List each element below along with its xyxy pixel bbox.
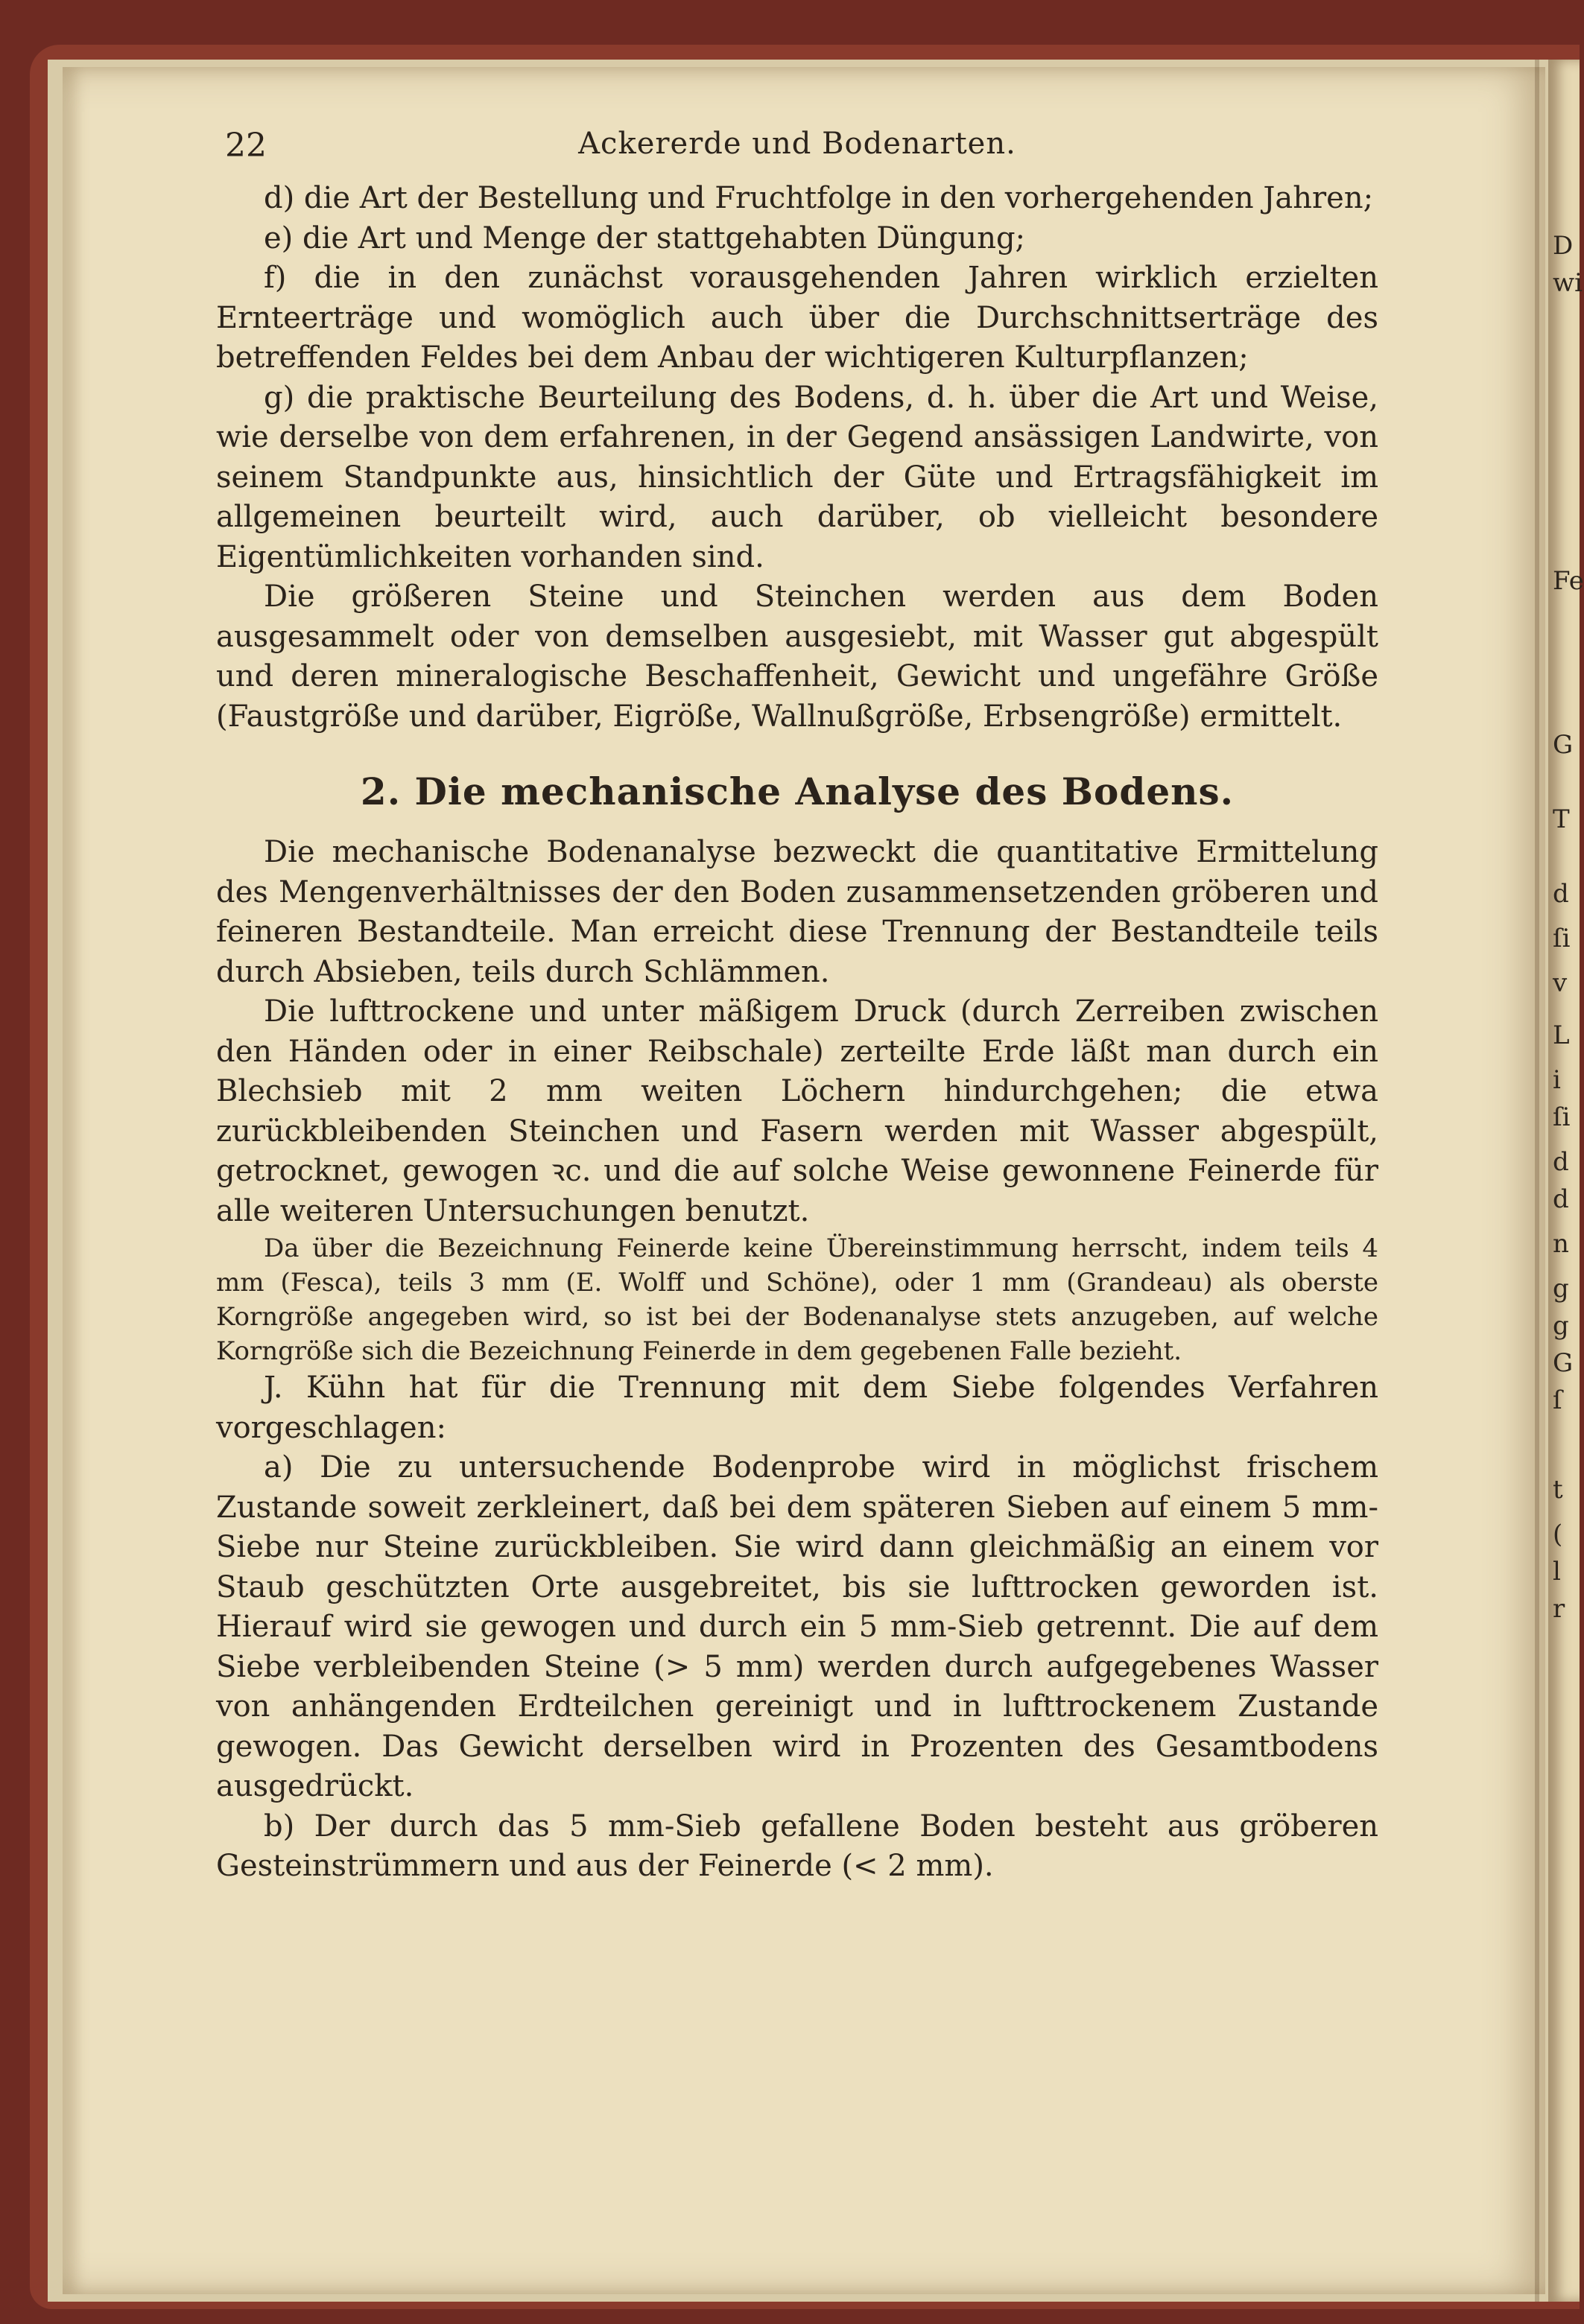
- footnote: Da über die Bezeichnung Feinerde keine Übereinstimmung herrscht, indem teils 4 mm (Fesca), teils 3 mm (E. Wolff und Schöne), oder 1 mm (Grandeau) als oberste Korngröße angegeben wird, so ist bei der Bodenanalyse stets anzugeben, auf welche Korngröße sich die Bezeichnung Feinerde in dem gegebenen Falle bezieht.: [216, 1234, 1378, 1366]
- footnote-block: [216, 1231, 1378, 1368]
- paragraph: Die größeren Steine und Steinchen werden aus dem Boden ausgesammelt oder von demselben ausgesiebt, mit Wasser gut abgespült und deren mineralogische Beschaffenheit, Gewicht und ungefähre Größe (Faustgröße und darüber, Eigröße, Wallnußgröße, Erbsengröße) ermittelt.: [216, 580, 1378, 734]
- paragraph: Die mechanische Bodenanalyse bezweckt die quantitative Ermittelung des Mengenverhältnisses der den Boden zusammensetzenden gröberen und feineren Bestandteile. Man erreicht diese Trennung der Bestandteile teils durch Absieben, teils durch Schlämmen.: [216, 835, 1378, 989]
- margin-fragment: ſi: [1553, 1102, 1571, 1132]
- paragraph: J. Kühn hat für die Trennung mit dem Siebe folgendes Verfahren vorgeschlagen:: [216, 1371, 1378, 1445]
- list-item-b: b) Der durch das 5 mm-Sieb gefallene Boden besteht aus gröberen Gesteinstrümmern und aus der Feinerde (< 2 mm).: [216, 1809, 1378, 1883]
- margin-fragment: t: [1553, 1475, 1563, 1505]
- text-block-1: [216, 179, 1378, 737]
- list-item-e: e) die Art und Menge der stattgehabten Düngung;: [264, 220, 1026, 255]
- margin-fragment: ſi: [1553, 924, 1571, 953]
- margin-fragment: G: [1553, 1348, 1574, 1378]
- margin-fragment: ſ: [1553, 1385, 1562, 1415]
- margin-fragment: n: [1553, 1229, 1569, 1259]
- margin-fragment: g: [1553, 1311, 1569, 1341]
- margin-fragment: d: [1553, 1184, 1569, 1214]
- margin-fragment: d: [1553, 1147, 1569, 1177]
- margin-fragment: (: [1553, 1520, 1563, 1549]
- margin-fragment: Fe: [1553, 566, 1584, 596]
- section-heading: 2. Die mechanische Analyse des Bodens.: [360, 769, 1235, 813]
- margin-fragment: d: [1553, 879, 1569, 909]
- margin-fragment: T: [1553, 804, 1570, 834]
- margin-fragment: L: [1553, 1020, 1570, 1050]
- running-head: Ackererde und Bodenarten.: [578, 127, 1016, 161]
- text-block-3: [216, 1368, 1378, 1887]
- page-content: [216, 119, 1378, 1887]
- list-item-a: a) Die zu untersuchende Bodenprobe wird in möglichst frischem Zustande soweit zerkleinert, daß bei dem späteren Sieben auf einem 5 mm-Siebe nur Steine zurückbleiben. Sie wird dann gleichmäßig an einem vor Staub geschützten Orte ausgebreitet, bis sie lufttrocken geworden ist. Hierauf wird sie gewogen und durch ein 5 mm-Sieb getrennt. Die auf dem Siebe verbleibenden Steine (> 5 mm) werden durch aufgegebenes Wasser von anhängenden Erdteilchen gereinigt und in lufttrockenem Zustande gewogen. Das Gewicht derselben wird in Prozenten des Gesamtbodens ausgedrückt.: [216, 1450, 1378, 1803]
- list-item-d: d) die Art der Bestellung und Fruchtfolge in den vorhergehenden Jahren;: [264, 181, 1374, 215]
- paragraph: Die lufttrockene und unter mäßigem Druck (durch Zerreiben zwischen den Händen oder in einer Reibschale) zerteilte Erde läßt man durch ein Blechsieb mit 2 mm weiten Löchern hindurchgehen; die etwa zurückbleibenden Steinchen und Fasern werden mit Wasser abgespült, getrocknet, gewogen ꝛc. und die auf solche Weise gewonnene Feinerde für alle weiteren Untersuchungen benutzt.: [216, 994, 1378, 1228]
- list-item-f: f) die in den zunächst vorausgehenden Jahren wirklich erzielten Ernteerträge und womöglich auch über die Durchschnittserträge des betreffenden Feldes bei dem Anbau der wichtigeren Kulturpflanzen;: [216, 261, 1378, 375]
- text-block-2: [216, 833, 1378, 1231]
- margin-fragment: G: [1553, 730, 1574, 760]
- margin-fragment: D: [1553, 231, 1574, 261]
- gutter-shadow: [1535, 60, 1539, 2302]
- margin-fragment: g: [1553, 1274, 1569, 1304]
- page-header: [216, 119, 1378, 179]
- margin-fragment: l: [1553, 1557, 1561, 1587]
- margin-fragment: wi: [1553, 268, 1583, 298]
- page-number: 22: [225, 127, 267, 165]
- list-item-g: g) die praktische Beurteilung des Bodens, d. h. über die Art und Weise, wie derselbe von dem erfahrenen, in der Gegend ansässigen Landwirte, von seinem Standpunkte aus, hinsichtlich der Güte und Ertragsfähigkeit im allgemeinen beurteilt wird, auch darüber, ob vielleicht besondere Eigentümlichkeiten vorhanden sind.: [216, 380, 1378, 574]
- facing-page-strip: [1548, 60, 1584, 2302]
- margin-fragment: r: [1553, 1594, 1565, 1624]
- margin-fragment: v: [1553, 968, 1568, 998]
- margin-fragment: i: [1553, 1065, 1561, 1095]
